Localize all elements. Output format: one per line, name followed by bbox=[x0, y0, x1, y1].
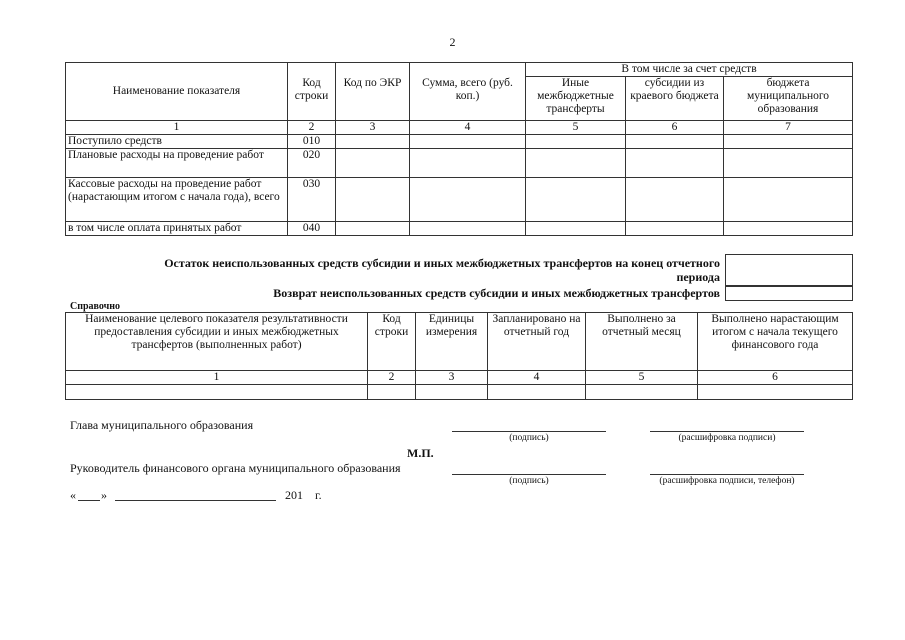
return-label: Возврат неиспользованных средств субсидии и иных межбюджетных трансфертов bbox=[273, 286, 720, 300]
finance-decoding-line[interactable] bbox=[650, 474, 804, 475]
column-number: 4 bbox=[410, 121, 526, 135]
column-number: 6 bbox=[698, 371, 853, 385]
column-number: 2 bbox=[368, 371, 416, 385]
signature-caption: (подпись) bbox=[509, 476, 549, 486]
cell-regional[interactable] bbox=[626, 222, 724, 236]
cell-ekr[interactable] bbox=[336, 222, 410, 236]
header-done-cumulative: Выполнено нарастающим итогом с начала текущего финансового года bbox=[698, 313, 853, 371]
column-number: 1 bbox=[66, 371, 368, 385]
header-row-code: Код строки bbox=[368, 313, 416, 371]
cell-ekr[interactable] bbox=[336, 135, 410, 149]
remainder-value-box[interactable] bbox=[725, 254, 853, 286]
cell-municipal[interactable] bbox=[724, 178, 853, 222]
date-month-line[interactable] bbox=[115, 500, 276, 501]
reference-table bbox=[65, 312, 853, 400]
cell-other[interactable] bbox=[526, 149, 626, 178]
header-total: Сумма, всего (руб. коп.) bbox=[410, 63, 526, 121]
cell-other[interactable] bbox=[526, 222, 626, 236]
finance-head-label: Руководитель финансового органа муниципального образования bbox=[70, 461, 401, 475]
row-code: 010 bbox=[288, 135, 336, 149]
reference-label: Справочно bbox=[70, 301, 121, 312]
year-text: 201 г. bbox=[285, 488, 322, 502]
column-numbers-row bbox=[66, 371, 853, 385]
head-label: Глава муниципального образования bbox=[70, 418, 254, 432]
table-row bbox=[66, 222, 853, 236]
cell-total[interactable] bbox=[410, 178, 526, 222]
head-signature-line[interactable] bbox=[452, 431, 606, 432]
column-number: 5 bbox=[586, 371, 698, 385]
cell-indicator[interactable] bbox=[66, 385, 368, 400]
header-regional-subsidies: субсидии из краевого бюджета bbox=[626, 77, 724, 121]
column-number: 3 bbox=[336, 121, 410, 135]
signature-caption: (подпись) bbox=[509, 433, 549, 443]
cell-other[interactable] bbox=[526, 178, 626, 222]
cell-regional[interactable] bbox=[626, 135, 724, 149]
cell-municipal[interactable] bbox=[724, 222, 853, 236]
date-quote-open: « bbox=[70, 488, 76, 502]
column-number: 2 bbox=[288, 121, 336, 135]
date-quote-close: » bbox=[101, 488, 107, 502]
header-done-month: Выполнено за отчетный месяц bbox=[586, 313, 698, 371]
row-name: Плановые расходы на проведение работ bbox=[66, 149, 288, 178]
head-decoding-line[interactable] bbox=[650, 431, 804, 432]
header-planned: Запланировано на отчетный год bbox=[488, 313, 586, 371]
row-name: Поступило средств bbox=[66, 135, 288, 149]
header-indicator: Наименование целевого показателя результативности предоставления субсидии и иных межбюджетных трансфертов (выполненных работ) bbox=[66, 313, 368, 371]
cell-total[interactable] bbox=[410, 149, 526, 178]
column-number: 7 bbox=[724, 121, 853, 135]
cell-done-month[interactable] bbox=[586, 385, 698, 400]
cell-municipal[interactable] bbox=[724, 135, 853, 149]
header-name: Наименование показателя bbox=[66, 63, 288, 121]
header-municipal-budget: бюджета муниципального образования bbox=[724, 77, 853, 121]
cell-planned[interactable] bbox=[488, 385, 586, 400]
cell-unit[interactable] bbox=[416, 385, 488, 400]
remainder-label-line2: периода bbox=[676, 270, 720, 284]
cell-regional[interactable] bbox=[626, 178, 724, 222]
header-ekr-code: Код по ЭКР bbox=[336, 63, 410, 121]
funds-table bbox=[65, 62, 853, 236]
finance-signature-line[interactable] bbox=[452, 474, 606, 475]
table-row bbox=[66, 385, 853, 400]
table-row bbox=[66, 135, 853, 149]
header-other-transfers: Иные межбюджетные трансферты bbox=[526, 77, 626, 121]
cell-code[interactable] bbox=[368, 385, 416, 400]
column-number: 1 bbox=[66, 121, 288, 135]
cell-ekr[interactable] bbox=[336, 149, 410, 178]
page-number: 2 bbox=[449, 35, 456, 49]
stamp-label: М.П. bbox=[407, 446, 434, 460]
header-sources-group: В том числе за счет средств bbox=[526, 63, 853, 77]
column-numbers-row bbox=[66, 121, 853, 135]
cell-ekr[interactable] bbox=[336, 178, 410, 222]
remainder-label-line1: Остаток неиспользованных средств субсидии и иных межбюджетных трансфертов на конец отчетного bbox=[164, 256, 720, 270]
cell-municipal[interactable] bbox=[724, 149, 853, 178]
cell-total[interactable] bbox=[410, 135, 526, 149]
date-day-line[interactable] bbox=[78, 500, 100, 501]
cell-done-cumulative[interactable] bbox=[698, 385, 853, 400]
column-number: 4 bbox=[488, 371, 586, 385]
decoding-caption: (расшифровка подписи) bbox=[678, 433, 776, 443]
row-code: 030 bbox=[288, 178, 336, 222]
row-name: Кассовые расходы на проведение работ (нарастающим итогом с начала года), всего bbox=[66, 178, 288, 222]
row-code: 020 bbox=[288, 149, 336, 178]
decoding-phone-caption: (расшифровка подписи, телефон) bbox=[659, 476, 795, 486]
cell-regional[interactable] bbox=[626, 149, 724, 178]
row-name: в том числе оплата принятых работ bbox=[66, 222, 288, 236]
table-row bbox=[66, 178, 853, 222]
cell-total[interactable] bbox=[410, 222, 526, 236]
header-unit: Единицы измерения bbox=[416, 313, 488, 371]
cell-other[interactable] bbox=[526, 135, 626, 149]
row-code: 040 bbox=[288, 222, 336, 236]
table-row bbox=[66, 149, 853, 178]
column-number: 3 bbox=[416, 371, 488, 385]
return-value-box[interactable] bbox=[725, 286, 853, 301]
header-row-code: Код строки bbox=[288, 63, 336, 121]
column-number: 6 bbox=[626, 121, 724, 135]
column-number: 5 bbox=[526, 121, 626, 135]
